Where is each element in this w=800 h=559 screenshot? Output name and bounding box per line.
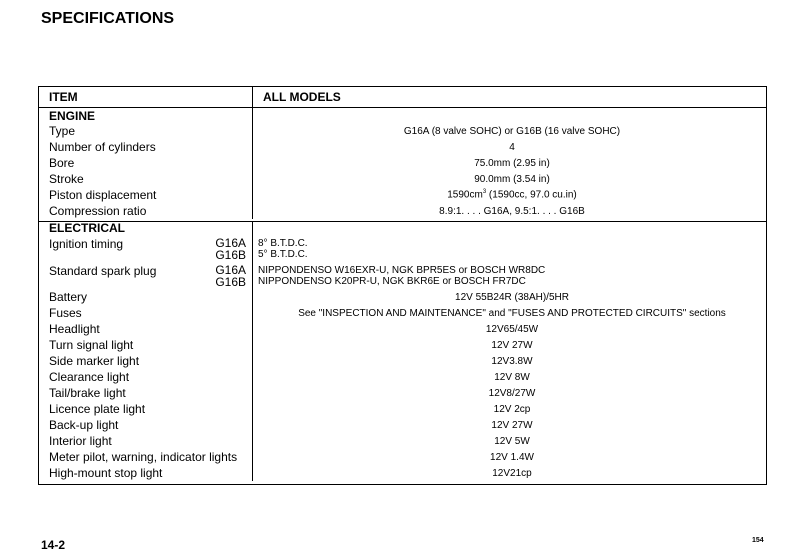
table-header: [39, 87, 766, 108]
variant-g16a: G16A: [215, 236, 246, 250]
row-item: Headlight: [39, 321, 253, 337]
electrical-section: [39, 222, 766, 484]
empty-cell: [253, 108, 766, 123]
row-item: Fuses: [39, 305, 253, 321]
engine-variants: [215, 264, 246, 288]
displacement-superscript: 3: [482, 189, 487, 196]
col-header-all-models: ALL MODELS: [263, 90, 341, 104]
engine-label: ENGINE: [39, 108, 253, 123]
table-row: [39, 187, 766, 203]
row-value: 75.0mm (2.95 in): [474, 157, 550, 169]
table-row: [39, 385, 766, 401]
row-value: 12V 27W: [491, 419, 533, 431]
table-row: [39, 369, 766, 385]
row-item: Compression ratio: [39, 203, 253, 219]
row-value: 12V 27W: [491, 339, 533, 351]
table-row: [39, 235, 766, 262]
row-item: Clearance light: [39, 369, 253, 385]
row-item: Number of cylinders: [39, 139, 253, 155]
row-item: [39, 262, 253, 289]
table-row: [39, 171, 766, 187]
empty-cell: [253, 222, 766, 235]
row-item: Interior light: [39, 433, 253, 449]
page-number: 154: [752, 537, 764, 544]
spec-table: [38, 86, 767, 485]
table-row: [39, 155, 766, 171]
displacement-base: 1590cm: [447, 189, 483, 201]
row-item: Licence plate light: [39, 401, 253, 417]
table-row: [39, 401, 766, 417]
table-row: [39, 262, 766, 289]
row-item: Meter pilot, warning, indicator lights: [39, 449, 253, 465]
row-item: [39, 235, 253, 262]
row-item: Bore: [39, 155, 253, 171]
row-value: 12V 8W: [494, 371, 530, 383]
row-item: Back-up light: [39, 417, 253, 433]
table-row: [39, 321, 766, 337]
row-item: Tail/brake light: [39, 385, 253, 401]
row-value: 12V 2cp: [493, 403, 531, 415]
row-item: Side marker light: [39, 353, 253, 369]
variant-g16b: G16B: [215, 248, 246, 262]
row-value: 12V3.8W: [491, 355, 533, 367]
variant-g16a: G16A: [215, 263, 246, 277]
row-value: 12V21cp: [492, 467, 532, 479]
col-header-item: ITEM: [39, 87, 253, 107]
electrical-label: ELECTRICAL: [39, 222, 253, 235]
engine-section: [39, 108, 766, 222]
table-row: [39, 139, 766, 155]
table-row: [39, 449, 766, 465]
value-g16a: 8° B.T.D.C.: [258, 238, 308, 249]
table-row: [39, 305, 766, 321]
table-row: [39, 337, 766, 353]
section-label-row: [39, 108, 766, 123]
row-value: 8.9:1. . . . G16A, 9.5:1. . . . G16B: [439, 205, 585, 217]
value-g16b: 5° B.T.D.C.: [258, 249, 308, 260]
row-value: See "INSPECTION AND MAINTENANCE" and "FUSES AND PROTECTED CIRCUITS" sections: [298, 307, 726, 319]
variant-g16b: G16B: [215, 275, 246, 289]
section-page-label: 14-2: [41, 538, 66, 552]
row-item: Type: [39, 123, 253, 139]
displacement-rest: (1590cc, 97.0 cu.in): [486, 189, 577, 201]
value-g16a: NIPPONDENSO W16EXR-U, NGK BPR5ES or BOSCH WR8DC: [258, 265, 546, 276]
table-row: [39, 123, 766, 139]
row-value: 90.0mm (3.54 in): [474, 173, 550, 185]
row-value: 12V 1.4W: [490, 451, 534, 463]
table-row: [39, 417, 766, 433]
table-row: [39, 203, 766, 219]
engine-variants: [215, 237, 246, 261]
table-row: [39, 433, 766, 449]
table-row: [39, 289, 766, 305]
row-value: [253, 187, 766, 203]
table-row: [39, 465, 766, 481]
row-item: Turn signal light: [39, 337, 253, 353]
row-value: 12V8/27W: [488, 387, 536, 399]
row-value: [253, 235, 766, 262]
row-item: High-mount stop light: [39, 465, 253, 481]
row-value: G16A (8 valve SOHC) or G16B (16 valve SOHC): [403, 125, 621, 137]
row-item: Battery: [39, 289, 253, 305]
row-value: 12V 5W: [494, 435, 530, 447]
section-label-row: [39, 222, 766, 235]
page-title: SPECIFICATIONS: [41, 10, 175, 27]
row-item: Piston displacement: [39, 187, 253, 203]
value-g16b: NIPPONDENSO K20PR-U, NGK BKR6E or BOSCH FR7DC: [258, 276, 526, 287]
spark-plug-label: Standard spark plug: [49, 264, 157, 278]
row-value: 12V 55B24R (38AH)/5HR: [455, 291, 569, 303]
row-value: 12V65/45W: [485, 323, 539, 335]
row-value: [253, 262, 766, 289]
table-row: [39, 353, 766, 369]
ignition-timing-label: Ignition timing: [49, 237, 124, 251]
row-value: 4: [509, 141, 515, 153]
row-item: Stroke: [39, 171, 253, 187]
